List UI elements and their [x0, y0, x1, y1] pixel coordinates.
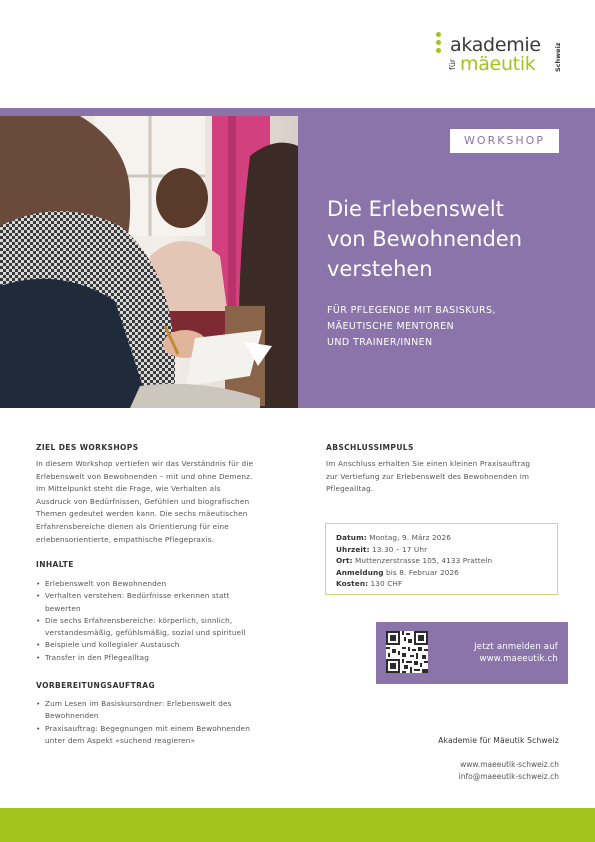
logo-word-fuer: für	[448, 58, 457, 70]
text-line: erlebensorientierte, empathische Pflegepraxis.	[36, 534, 215, 544]
info-value: 13.30 – 17 Uhr	[369, 544, 428, 554]
info-value: Montag, 9. März 2026	[366, 533, 451, 542]
section-heading-inhalte: INHALTE	[36, 560, 74, 569]
list-item-line: unter dem Aspekt «suchend reagieren»	[45, 735, 196, 745]
text-line: zur Vertiefung zur Erlebenswelt des Bewohnenden im	[326, 471, 530, 481]
info-value: 130 CHF	[368, 579, 403, 589]
logo	[436, 32, 566, 84]
text-line: Erlebenswelt von Bewohnenden – mit und ohne Demenz.	[36, 471, 253, 481]
inhalte-list	[36, 578, 246, 664]
logo-word-akademie: akademie	[450, 34, 541, 56]
title-line: Die Erlebenswelt	[327, 197, 504, 221]
text-line: Im Mittelpunkt steht die Frage, wie Verhalten als	[36, 484, 221, 494]
text-line: Ausdruck von Bedürfnissen, Gefühlen und biografischen	[36, 496, 250, 506]
workshop-photo	[0, 116, 298, 408]
list-item	[36, 652, 246, 664]
text-line: Erfahrensbereiche dienen als Orientierung für eine	[36, 521, 229, 531]
text-line: Themen gedeutet werden kann. Die sechs mäeutischen	[36, 509, 248, 519]
list-item-line: • Zum Lesen im Basiskursordner: Erlebenswelt des	[45, 699, 232, 708]
footer-organisation: Akademie für Mäeutik Schweiz	[438, 736, 559, 745]
info-label: Datum:	[336, 533, 367, 542]
list-item	[36, 590, 246, 615]
abschluss-text	[326, 458, 530, 496]
logo-word-maeeutik: mäeutik	[460, 53, 536, 75]
list-item-line: verstandesmäßig, gefühlsmäßig, sozial und spirituell	[45, 628, 246, 638]
register-link[interactable]: www.maeeutik.ch	[479, 654, 558, 664]
info-label: Uhrzeit:	[336, 544, 370, 554]
website-link[interactable]: www.maeeutik-schweiz.ch	[460, 760, 559, 769]
list-item-line: • Praxisauftrag: Begegnungen mit einem Bewohnenden	[45, 723, 250, 733]
info-kosten	[336, 578, 557, 590]
text-line: In diesem Workshop vertiefen wir das Verständnis für die	[36, 459, 254, 468]
info-ort	[336, 555, 557, 567]
list-item	[36, 723, 250, 748]
list-item	[36, 639, 246, 651]
section-heading-vorbereitung: VORBEREITUNGSAUFTRAG	[36, 681, 156, 690]
text-line: Im Anschluss erhalten Sie einen kleinen Praxisauftrag	[326, 459, 531, 468]
list-item-line: • Die sechs Erfahrensbereiche: körperlich, sinnlich,	[45, 615, 233, 625]
list-item-line: • Transfer in den Pflegealltag	[45, 652, 149, 662]
section-heading-abschluss: ABSCHLUSSIMPULS	[326, 443, 414, 452]
subtitle	[327, 303, 567, 351]
info-label: Ort:	[336, 556, 353, 566]
info-label: Kosten:	[336, 579, 369, 589]
ziel-text	[36, 458, 253, 546]
title-line: verstehen	[327, 257, 433, 281]
list-item-line: • Erlebenswelt von Bewohnenden	[45, 579, 167, 588]
info-value: Muttenzerstrasse 105, 4133 Pratteln	[352, 556, 493, 566]
register-box[interactable]	[376, 622, 568, 684]
register-text: Jetzt anmelden auf	[474, 642, 558, 652]
info-uhrzeit	[336, 544, 557, 556]
list-item-line: • Beispiele und kollegialer Austausch	[45, 640, 180, 650]
text-line: Pflegealltag.	[326, 484, 374, 494]
logo-word-schweiz: Schweiz	[554, 42, 562, 72]
list-item-line: • Verhalten verstehen: Bedürfnisse erkennen statt	[45, 591, 230, 601]
qr-code-icon[interactable]	[386, 630, 428, 674]
info-value: bis 8. Februar 2026	[383, 567, 459, 577]
info-datum	[336, 532, 557, 544]
list-item	[36, 578, 246, 590]
event-info-box	[325, 523, 558, 595]
footer-green-bar	[0, 808, 595, 842]
subtitle-line: FÜR PFLEGENDE MIT BASISKURS,	[327, 305, 496, 316]
footer-contacts	[459, 759, 559, 783]
list-item	[36, 698, 250, 723]
list-item-line: Bewohnenden	[45, 711, 99, 721]
title-line: von Bewohnenden	[327, 227, 523, 251]
info-anmeldung	[336, 567, 557, 579]
section-heading-ziel: ZIEL DES WORKSHOPS	[36, 443, 139, 452]
vorbereitung-list	[36, 698, 250, 747]
list-item-line: bewerten	[45, 603, 81, 613]
workshop-badge: WORKSHOP	[450, 129, 559, 153]
info-label: Anmeldung	[336, 567, 384, 577]
email-link[interactable]: info@maeeutik-schweiz.ch	[458, 772, 559, 781]
list-item	[36, 615, 246, 640]
subtitle-line: MÄEUTISCHE MENTOREN	[327, 321, 454, 332]
page-title	[327, 194, 567, 284]
subtitle-line: UND TRAINER/INNEN	[327, 337, 433, 348]
